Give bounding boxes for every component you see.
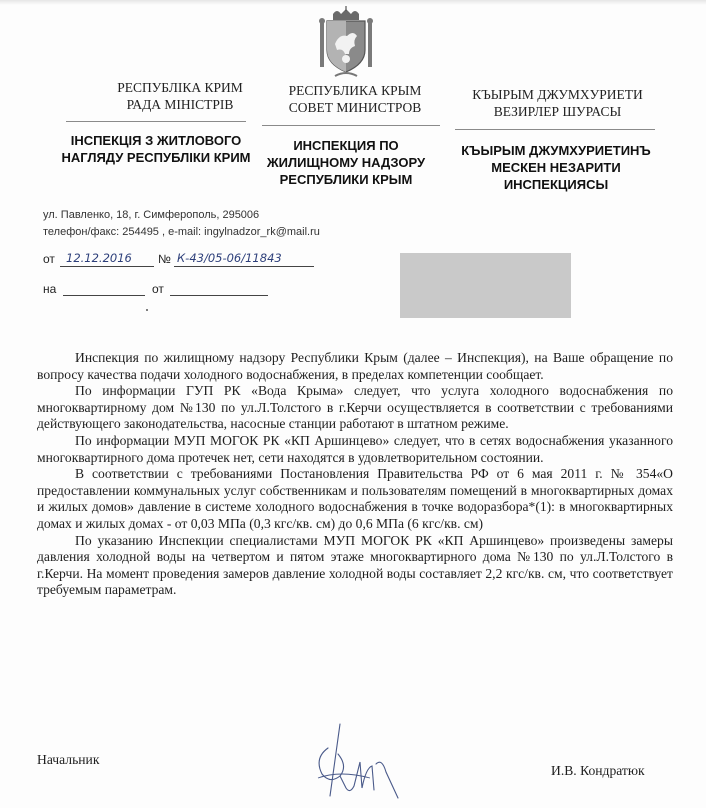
header-ru: [240, 82, 470, 116]
republic-name-ua: РЕСПУБЛІКА КРИМ: [117, 80, 243, 95]
ref-to-from-label: от: [152, 282, 164, 296]
inspection-name-crh: КЪЫРЫМ ДЖУМХУРИЕТИНЪ МЕСКЕН НЕЗАРИТИ ИНСПЕКЦИЯСЫ: [461, 143, 651, 192]
ref-from-label: от: [43, 252, 55, 266]
body-paragraph: Инспекция по жилищному надзору Республики Крым (далее – Инспекция), на Ваше обращение по вопросу качества подачи холодного водоснабжения, в пределах компетенции сообщает.: [37, 350, 673, 382]
ref-to-line: [63, 295, 145, 296]
letter-body: [37, 350, 673, 599]
header-crh: [450, 86, 665, 120]
council-name-ru: СОВЕТ МИНИСТРОВ: [288, 100, 422, 115]
ref-date: 12.12.2016: [66, 251, 132, 265]
scan-speck: [146, 309, 148, 311]
council-name-crh: ВЕЗИРЛЕР ШУРАСЫ: [493, 104, 622, 119]
inspection-name-ua: ІНСПЕКЦІЯ З ЖИТЛОВОГО НАГЛЯДУ РЕСПУБЛІКИ КРИМ: [61, 133, 251, 165]
ref-number-line: [174, 266, 314, 267]
inspection-name-ru: ИНСПЕКЦИЯ ПО ЖИЛИЩНОМУ НАДЗОРУ РЕСПУБЛИКИ КРЫМ: [266, 138, 426, 187]
ref-to-label: на: [43, 282, 57, 296]
redacted-recipient-block: [400, 253, 571, 318]
body-paragraph: В соответствии с требованиями Постановления Правительства РФ от 6 мая 2011 г. № 354«О предоставлении коммунальных услуг собственникам и пользователям помещений в многоквартирных домах и жилых домов» давление в системе холодного водоснабжения в точке водоразбора*(1): в многоквартирных домах и жилых домах - от 0,03 МПа (0,3 кгс/кв. см) до 0,6 МПа (6 кгс/кв. см): [37, 466, 673, 531]
republic-name-ru: РЕСПУБЛИКА КРЫМ: [288, 83, 422, 98]
header-divider-ua: [66, 121, 246, 122]
republic-name-crh: КЪЫРЫМ ДЖУМХУРИЕТИ: [472, 87, 643, 102]
address-street: ул. Павленко, 18, г. Симферополь, 295006: [43, 209, 260, 221]
signatory-position: Начальник: [37, 752, 100, 767]
handwritten-signature-icon: [300, 718, 410, 804]
ref-to-from-line: [170, 295, 268, 296]
ref-number: К-43/05-06/11843: [177, 251, 282, 265]
signatory-name: И.В. Кондратюк: [551, 763, 645, 778]
ref-date-line: [60, 266, 154, 267]
body-paragraph: По информации МУП МОГОК РК «КП Аршинцево» следует, что в сетях водоснабжения указанного многоквартирного дома протечек нет, сети находятся в удовлетворительном состоянии.: [37, 432, 673, 465]
scan-edge: [0, 0, 706, 5]
crimea-coat-of-arms-icon: [315, 6, 377, 78]
header-divider-crh: [455, 129, 655, 130]
sender-address: [43, 207, 320, 241]
body-paragraph: По указанию Инспекции специалистами МУП МОГОК РК «КП Аршинцево» произведены замеры давления холодной воды на четвертом и пятом этаже многоквартирного дома №130 по ул.Л.Толстого в г.Керчи. На момент проведения замеров давление холодной воды составляет 2,2 кгс/кв. см, что соответствует требуемым параметрам.: [37, 532, 673, 598]
body-paragraph: По информации ГУП РК «Вода Крыма» следует, что услуга холодного водоснабжения по многоквартирному дом №130 по ул.Л.Толстого в г.Керчи осуществляется в соответствии с требованиями действующего законодательства, насосные станции работают в штатном режиме.: [37, 383, 673, 432]
address-contacts: телефон/факс: 254495 , e-mail: ingylnadzor_rk@mail.ru: [43, 226, 320, 238]
header-divider-ru: [262, 125, 440, 126]
council-name-ua: РАДА МІНІСТРІВ: [126, 97, 234, 112]
ref-number-label: №: [158, 252, 171, 266]
